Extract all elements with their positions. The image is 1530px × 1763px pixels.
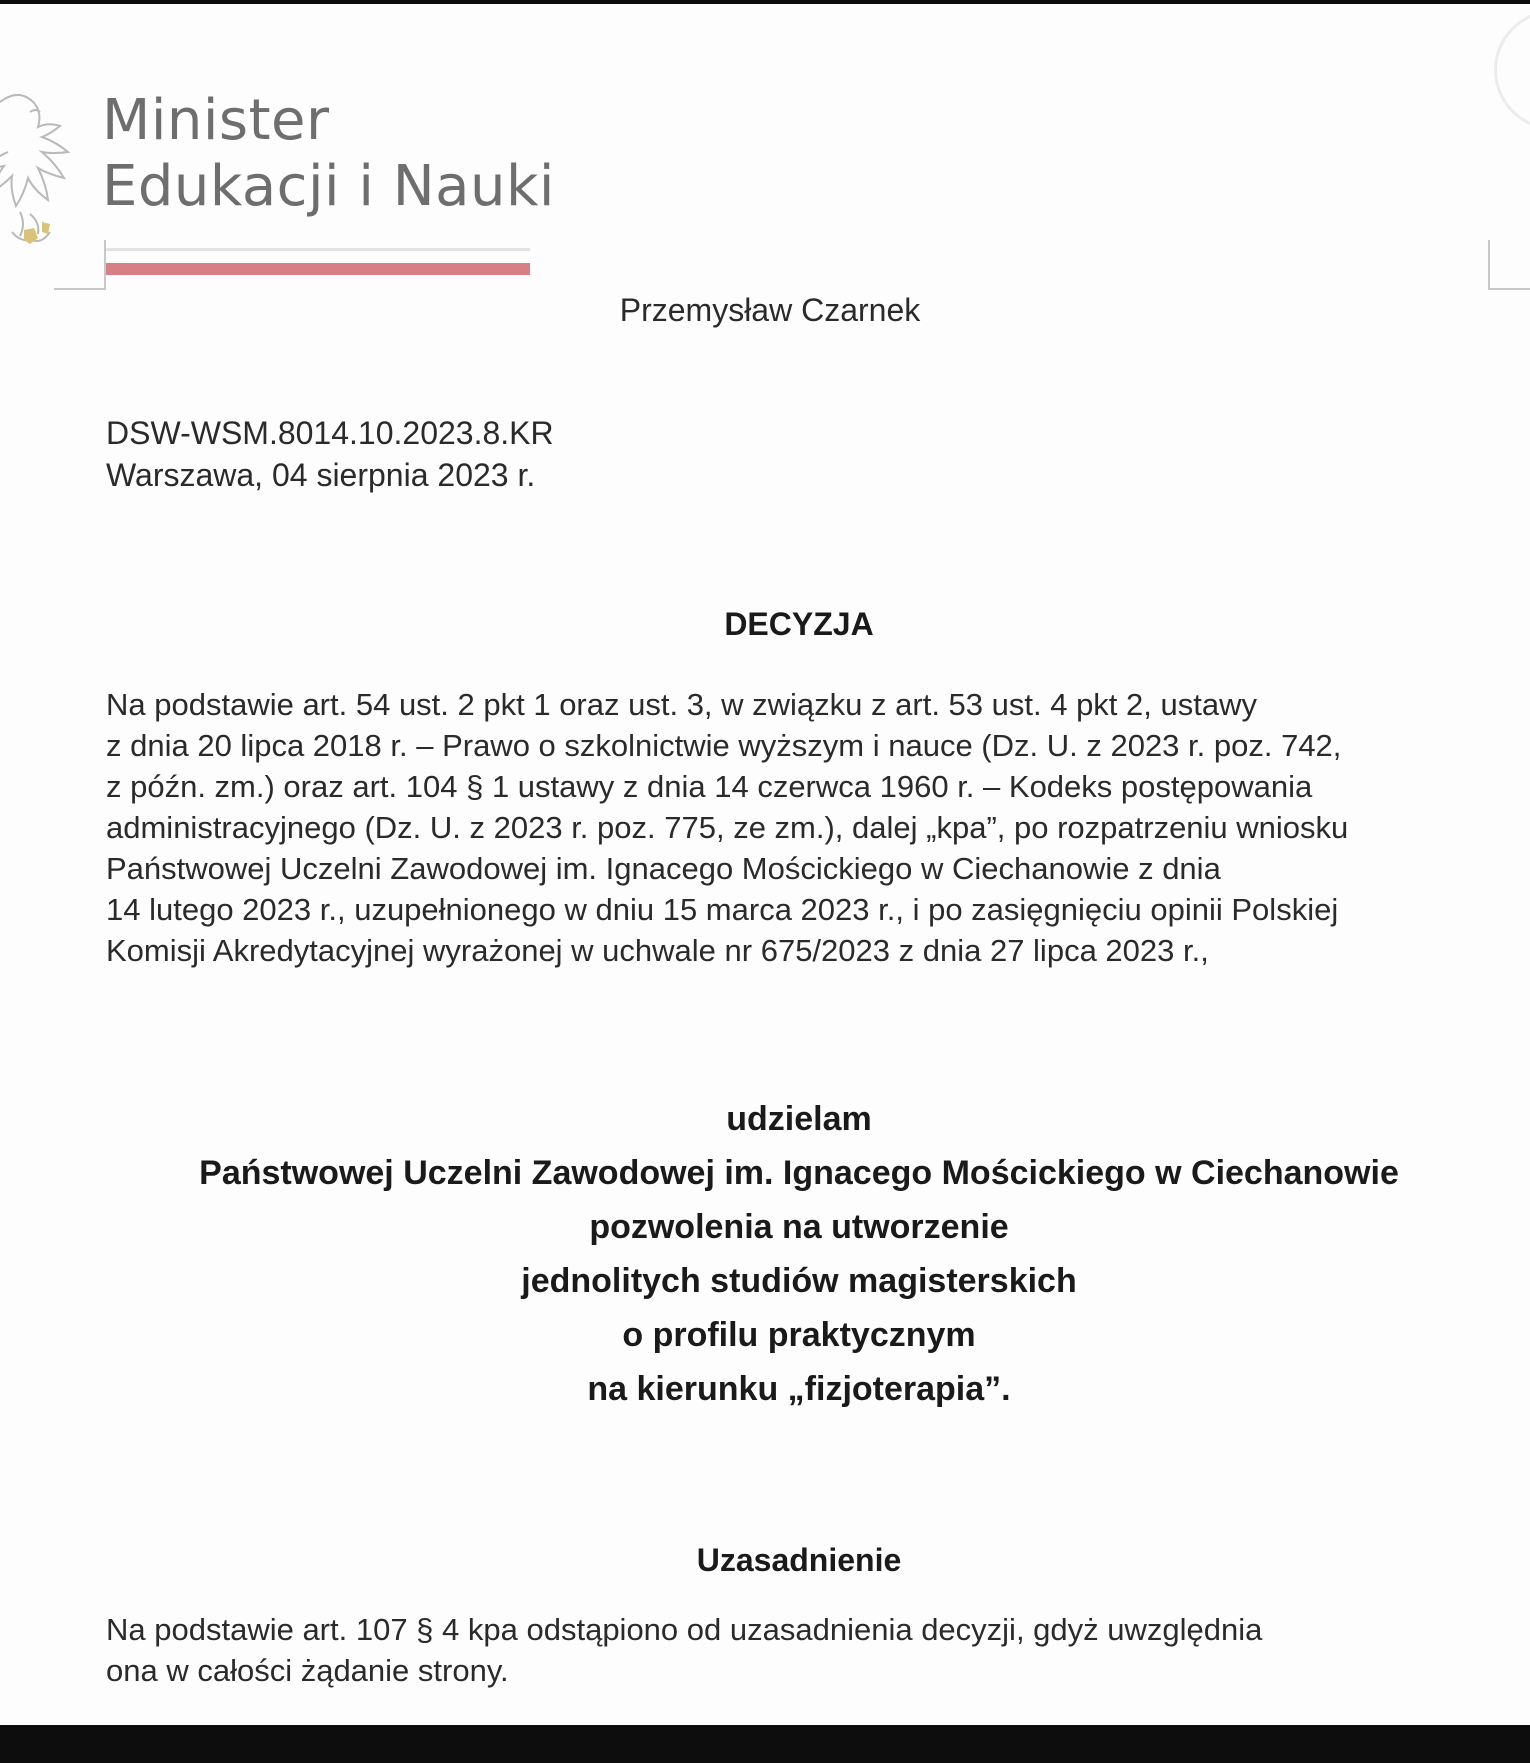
grant-verb: udzielam: [726, 1100, 872, 1138]
signatory-name: Przemysław Czarnek: [619, 292, 921, 328]
crop-mark-right: [1488, 240, 1530, 290]
crop-mark-left: [54, 240, 106, 290]
grant-institution: Państwowej Uczelni Zawodowej im. Ignacego Mościckiego w Ciechanowie: [199, 1154, 1399, 1192]
paragraph-line: Na podstawie art. 107 § 4 kpa odstąpiono od uzasadnienia decyzji, gdyż uwzględnia: [106, 1612, 1263, 1647]
paragraph-line: administracyjnego (Dz. U. z 2023 r. poz. 775, ze zm.), dalej „kpa”, po rozpatrzeniu wniosku: [106, 810, 1349, 845]
grant-line: na kierunku „fizjoterapia”.: [587, 1370, 1011, 1408]
ministry-title-line2: Edukacji i Nauki: [102, 154, 555, 219]
flag-stripe-red: [106, 263, 530, 275]
justification-paragraph: [106, 1609, 1506, 1691]
paragraph-line: ona w całości żądanie strony.: [106, 1653, 509, 1688]
grant-line: o profilu praktycznym: [622, 1316, 976, 1354]
paragraph-line: z dnia 20 lipca 2018 r. – Prawo o szkolnictwie wyższym i nauce (Dz. U. z 2023 r. poz. 742,: [106, 728, 1342, 763]
flag-stripe-white: [106, 248, 530, 251]
paragraph-line: Komisji Akredytacyjnej wyrażonej w uchwale nr 675/2023 z dnia 27 lipca 2023 r.,: [106, 933, 1209, 968]
bottom-bar: [0, 1725, 1530, 1763]
corner-decoration: [1494, 10, 1530, 130]
decision-heading: DECYZJA: [724, 606, 874, 642]
paragraph-line: Na podstawie art. 54 ust. 2 pkt 1 oraz ust. 3, w związku z art. 53 ust. 4 pkt 2, ustawy: [106, 687, 1257, 722]
reference-number: DSW-WSM.8014.10.2023.8.KR: [106, 415, 554, 451]
paragraph-line: 14 lutego 2023 r., uzupełnionego w dniu 15 marca 2023 r., i po zasięgnięciu opinii Polskiej: [106, 892, 1339, 927]
paragraph-line: Państwowej Uczelni Zawodowej im. Ignacego Mościckiego w Ciechanowie z dnia: [106, 851, 1221, 886]
ministry-title-line1: Minister: [102, 88, 330, 153]
justification-heading: Uzasadnienie: [696, 1542, 902, 1578]
ministry-title: [102, 88, 555, 220]
paragraph-line: z późn. zm.) oraz art. 104 § 1 ustawy z dnia 14 czerwca 1960 r. – Kodeks postępowania: [106, 769, 1313, 804]
grant-line: pozwolenia na utworzenie: [589, 1208, 1009, 1246]
reference-block: [106, 412, 554, 496]
place-date: Warszawa, 04 sierpnia 2023 r.: [106, 457, 536, 493]
grant-line: jednolitych studiów magisterskich: [521, 1262, 1077, 1300]
document-page: [0, 4, 1530, 1725]
legal-basis-paragraph: [106, 684, 1506, 971]
grant-block: [0, 1092, 1530, 1416]
